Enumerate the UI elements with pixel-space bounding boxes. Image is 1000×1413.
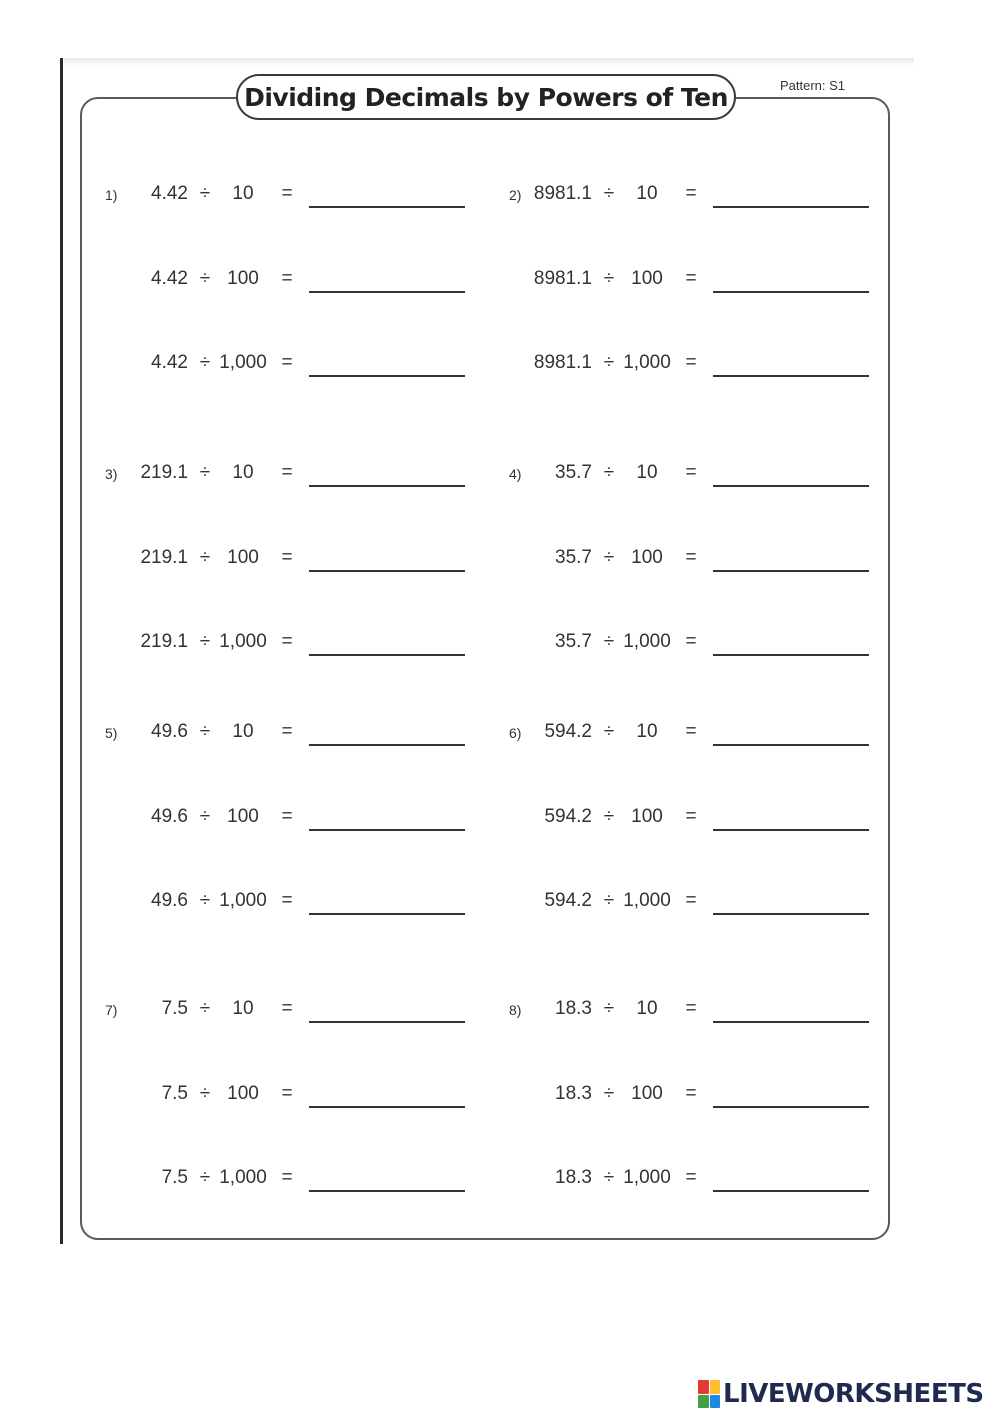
answer-blank[interactable] bbox=[713, 375, 869, 377]
problem-number: 2) bbox=[509, 187, 522, 203]
equals-sign: = bbox=[685, 805, 697, 827]
problem-number: 4) bbox=[509, 466, 522, 482]
dividend-value: 7.5 bbox=[161, 1167, 188, 1188]
dividend-value: 7.5 bbox=[161, 1082, 188, 1104]
dividend-value: 8981.1 bbox=[533, 267, 592, 289]
divide-sign: ÷ bbox=[199, 352, 211, 373]
divide-sign: ÷ bbox=[199, 890, 211, 911]
equals-sign: = bbox=[281, 352, 293, 373]
liveworksheets-icon bbox=[698, 1380, 720, 1408]
divide-sign: ÷ bbox=[199, 1167, 211, 1188]
dividend-value: 8981.1 bbox=[533, 352, 592, 373]
divide-sign: ÷ bbox=[603, 462, 615, 483]
divisor-value: 10 bbox=[232, 721, 254, 742]
divide-sign: ÷ bbox=[603, 267, 615, 289]
divide-sign: ÷ bbox=[199, 546, 211, 568]
dividend-value: 35.7 bbox=[555, 462, 592, 483]
answer-blank[interactable] bbox=[713, 829, 869, 831]
divisor-value: 100 bbox=[631, 546, 663, 568]
answer-blank[interactable] bbox=[309, 1190, 465, 1192]
divide-sign: ÷ bbox=[603, 998, 615, 1019]
divide-sign: ÷ bbox=[603, 890, 615, 911]
divisor-value: 10 bbox=[232, 998, 254, 1019]
divide-sign: ÷ bbox=[199, 998, 211, 1019]
divisor-value: 10 bbox=[232, 462, 254, 483]
divide-sign: ÷ bbox=[603, 1167, 615, 1188]
divisor-value: 10 bbox=[636, 721, 658, 742]
divide-sign: ÷ bbox=[603, 805, 615, 827]
dividend-value: 4.42 bbox=[151, 352, 188, 373]
dividend-value: 219.1 bbox=[140, 631, 188, 652]
dividend-value: 594.2 bbox=[544, 805, 592, 827]
divisor-value: 100 bbox=[631, 805, 663, 827]
dividend-value: 18.3 bbox=[555, 1167, 592, 1188]
divide-sign: ÷ bbox=[603, 546, 615, 568]
dividend-value: 594.2 bbox=[544, 890, 592, 911]
equals-sign: = bbox=[281, 1167, 293, 1188]
equals-sign: = bbox=[281, 1082, 293, 1104]
divisor-value: 100 bbox=[631, 1082, 663, 1104]
answer-blank[interactable] bbox=[309, 291, 465, 293]
answer-blank[interactable] bbox=[713, 206, 869, 208]
divisor-value: 10 bbox=[232, 183, 254, 204]
answer-blank[interactable] bbox=[309, 570, 465, 572]
divisor-value: 1,000 bbox=[219, 890, 267, 911]
answer-blank[interactable] bbox=[309, 829, 465, 831]
worksheet-title: Dividing Decimals by Powers of Ten bbox=[236, 74, 736, 120]
divide-sign: ÷ bbox=[603, 721, 615, 742]
liveworksheets-logo bbox=[698, 1378, 984, 1410]
divide-sign: ÷ bbox=[199, 267, 211, 289]
equals-sign: = bbox=[281, 721, 293, 742]
dividend-value: 18.3 bbox=[555, 1082, 592, 1104]
divisor-value: 10 bbox=[636, 183, 658, 204]
divide-sign: ÷ bbox=[603, 352, 615, 373]
answer-blank[interactable] bbox=[713, 744, 869, 746]
answer-blank[interactable] bbox=[309, 1106, 465, 1108]
divisor-value: 10 bbox=[636, 462, 658, 483]
divide-sign: ÷ bbox=[603, 631, 615, 652]
dividend-value: 18.3 bbox=[555, 998, 592, 1019]
equals-sign: = bbox=[685, 721, 697, 742]
dividend-value: 219.1 bbox=[140, 546, 188, 568]
divisor-value: 1,000 bbox=[219, 1167, 267, 1188]
answer-blank[interactable] bbox=[309, 485, 465, 487]
divisor-value: 1,000 bbox=[219, 631, 267, 652]
page-top-edge bbox=[64, 58, 914, 66]
divisor-value: 100 bbox=[227, 1082, 259, 1104]
equals-sign: = bbox=[685, 998, 697, 1019]
answer-blank[interactable] bbox=[713, 1021, 869, 1023]
dividend-value: 4.42 bbox=[151, 267, 188, 289]
divisor-value: 100 bbox=[227, 267, 259, 289]
divisor-value: 1,000 bbox=[623, 1167, 671, 1188]
divide-sign: ÷ bbox=[199, 721, 211, 742]
equals-sign: = bbox=[685, 890, 697, 911]
divide-sign: ÷ bbox=[199, 805, 211, 827]
divisor-value: 1,000 bbox=[623, 890, 671, 911]
equals-sign: = bbox=[281, 998, 293, 1019]
divide-sign: ÷ bbox=[199, 631, 211, 652]
answer-blank[interactable] bbox=[713, 654, 869, 656]
equals-sign: = bbox=[685, 631, 697, 652]
divide-sign: ÷ bbox=[199, 462, 211, 483]
dividend-value: 594.2 bbox=[544, 721, 592, 742]
dividend-value: 35.7 bbox=[555, 546, 592, 568]
answer-blank[interactable] bbox=[309, 913, 465, 915]
dividend-value: 49.6 bbox=[151, 721, 188, 742]
problem-number: 1) bbox=[105, 187, 118, 203]
divisor-value: 100 bbox=[227, 546, 259, 568]
divide-sign: ÷ bbox=[199, 183, 211, 204]
divisor-value: 100 bbox=[227, 805, 259, 827]
dividend-value: 49.6 bbox=[151, 890, 188, 911]
equals-sign: = bbox=[685, 462, 697, 483]
answer-blank[interactable] bbox=[713, 570, 869, 572]
dividend-value: 219.1 bbox=[140, 462, 188, 483]
equals-sign: = bbox=[281, 546, 293, 568]
divisor-value: 1,000 bbox=[219, 352, 267, 373]
answer-blank[interactable] bbox=[309, 744, 465, 746]
answer-blank[interactable] bbox=[713, 1190, 869, 1192]
answer-blank[interactable] bbox=[713, 1106, 869, 1108]
answer-blank[interactable] bbox=[713, 485, 869, 487]
divide-sign: ÷ bbox=[603, 183, 615, 204]
divisor-value: 1,000 bbox=[623, 352, 671, 373]
brand-text: LIVEWORKSHEETS bbox=[723, 1379, 984, 1409]
equals-sign: = bbox=[685, 352, 697, 373]
page-left-rule bbox=[60, 58, 63, 1244]
answer-blank[interactable] bbox=[713, 913, 869, 915]
equals-sign: = bbox=[685, 183, 697, 204]
equals-sign: = bbox=[685, 1167, 697, 1188]
answer-blank[interactable] bbox=[309, 375, 465, 377]
dividend-value: 4.42 bbox=[151, 183, 188, 204]
answer-blank[interactable] bbox=[309, 654, 465, 656]
equals-sign: = bbox=[281, 183, 293, 204]
divisor-value: 1,000 bbox=[623, 631, 671, 652]
problem-number: 7) bbox=[105, 1002, 118, 1018]
equals-sign: = bbox=[281, 805, 293, 827]
problem-number: 5) bbox=[105, 725, 118, 741]
equals-sign: = bbox=[685, 1082, 697, 1104]
problem-number: 3) bbox=[105, 466, 118, 482]
pattern-label: Pattern: S1 bbox=[780, 78, 846, 93]
divide-sign: ÷ bbox=[603, 1082, 615, 1104]
dividend-value: 7.5 bbox=[161, 998, 188, 1019]
equals-sign: = bbox=[685, 546, 697, 568]
dividend-value: 8981.1 bbox=[533, 183, 592, 204]
divide-sign: ÷ bbox=[199, 1082, 211, 1104]
equals-sign: = bbox=[281, 267, 293, 289]
problem-number: 8) bbox=[509, 1002, 522, 1018]
dividend-value: 49.6 bbox=[151, 805, 188, 827]
dividend-value: 35.7 bbox=[555, 631, 592, 652]
divisor-value: 10 bbox=[636, 998, 658, 1019]
equals-sign: = bbox=[281, 631, 293, 652]
problem-number: 6) bbox=[509, 725, 522, 741]
divisor-value: 100 bbox=[631, 267, 663, 289]
equals-sign: = bbox=[281, 462, 293, 483]
answer-blank[interactable] bbox=[309, 1021, 465, 1023]
answer-blank[interactable] bbox=[309, 206, 465, 208]
answer-blank[interactable] bbox=[713, 291, 869, 293]
equals-sign: = bbox=[685, 267, 697, 289]
equals-sign: = bbox=[281, 890, 293, 911]
